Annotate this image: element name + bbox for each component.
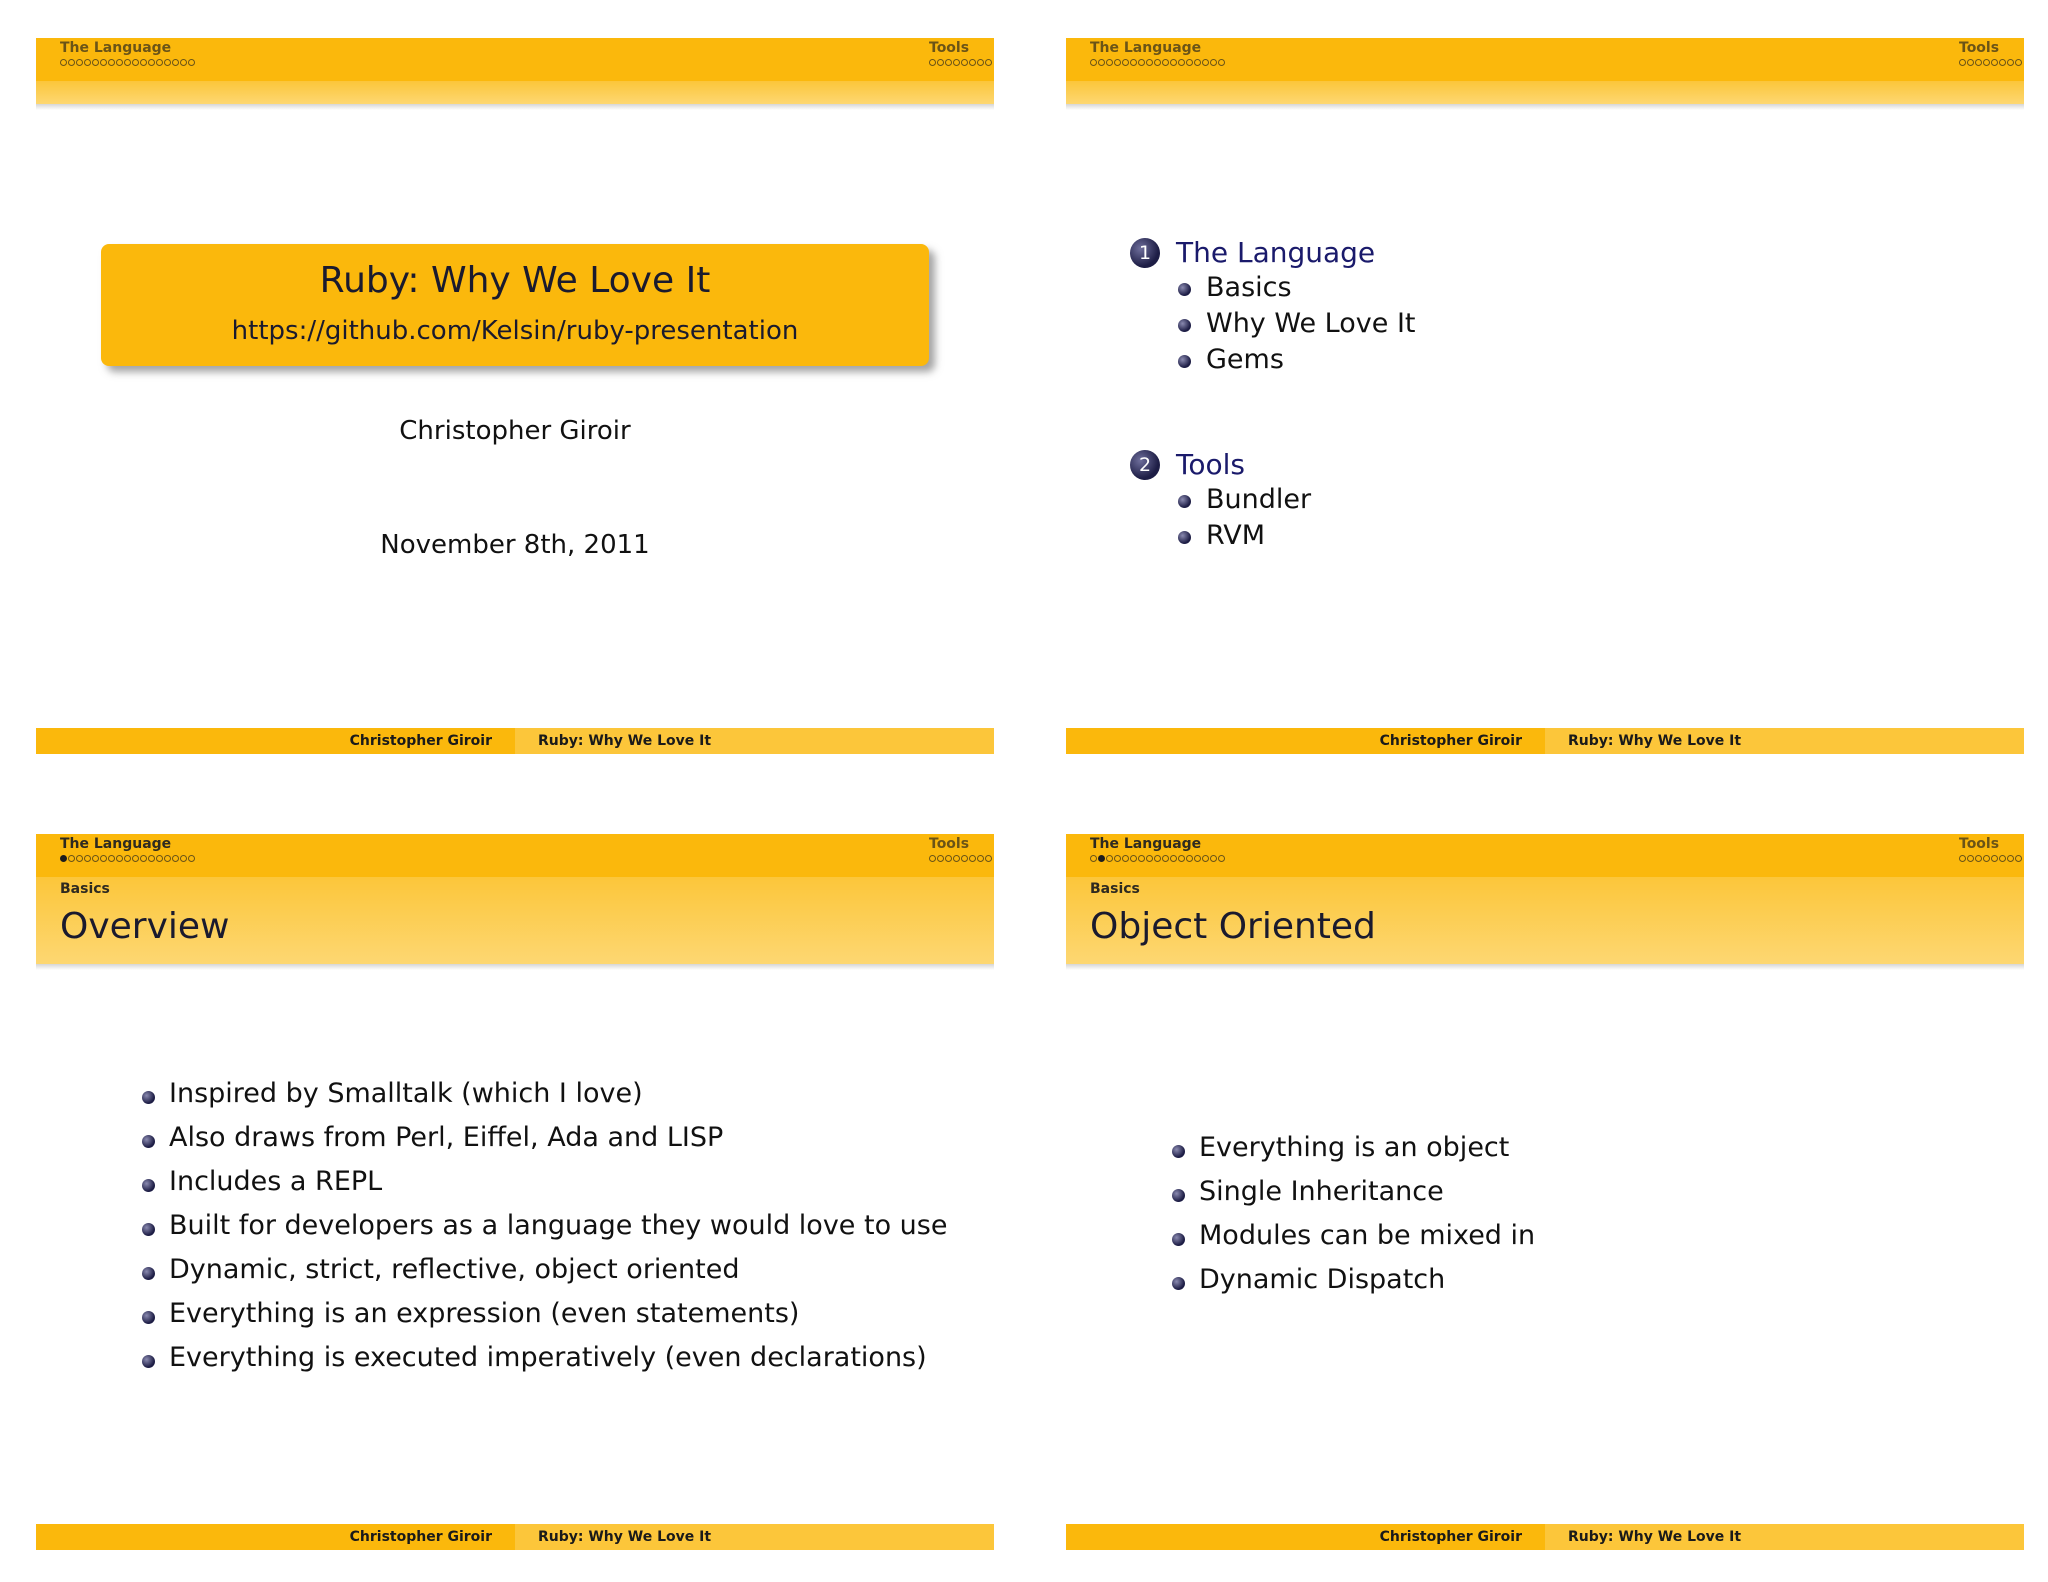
toc-section-language[interactable]: The Language (1176, 236, 1376, 269)
toc-subsection-gems[interactable]: Gems (1206, 344, 1284, 375)
nav-frame-dot[interactable] (1170, 59, 1177, 66)
bullet-icon (142, 1311, 155, 1324)
nav-frame-dot[interactable] (1983, 59, 1990, 66)
nav-frame-dot[interactable] (60, 59, 67, 66)
frame-title: Object Oriented (1090, 906, 1376, 947)
bullet-icon (142, 1223, 155, 1236)
list-item: Dynamic, strict, reflective, object oriented (169, 1254, 740, 1285)
bullet-icon (1178, 319, 1191, 332)
nav-frame-dot[interactable] (1975, 855, 1982, 862)
list-item: Modules can be mixed in (1199, 1220, 1536, 1251)
slide-header (36, 834, 994, 964)
nav-frame-dot[interactable] (124, 855, 131, 862)
nav-frame-dot[interactable] (1178, 59, 1185, 66)
nav-frame-dot[interactable] (148, 855, 155, 862)
nav-frame-dot[interactable] (1138, 855, 1145, 862)
list-item: Everything is an expression (even statements) (169, 1298, 800, 1329)
bullet-icon (1178, 531, 1191, 544)
nav-frame-dot[interactable] (76, 855, 83, 862)
nav-frame-dot[interactable] (140, 59, 147, 66)
nav-frame-dot[interactable] (953, 855, 960, 862)
nav-frame-dot[interactable] (1218, 855, 1225, 862)
nav-frame-dot[interactable] (1218, 59, 1225, 66)
nav-section-tools[interactable]: Tools (1959, 40, 2000, 56)
nav-frame-dot[interactable] (929, 59, 936, 66)
nav-frame-dot[interactable] (1122, 59, 1129, 66)
nav-frame-dot[interactable] (1146, 855, 1153, 862)
nav-frame-dot[interactable] (1210, 855, 1217, 862)
presentation-url: https://github.com/Kelsin/ruby-presentation (231, 316, 799, 346)
nav-dots-tools[interactable] (1959, 855, 2023, 862)
slide-footer (1066, 1524, 2024, 1550)
slide-object-oriented (1066, 834, 2024, 1554)
nav-frame-dot[interactable] (945, 59, 952, 66)
bullet-icon (142, 1355, 155, 1368)
footer-author: Christopher Giroir (1379, 733, 1522, 749)
nav-section-language[interactable]: The Language (60, 40, 172, 56)
nav-frame-dot[interactable] (1114, 59, 1121, 66)
title-box (101, 244, 929, 366)
nav-frame-dot[interactable] (1959, 855, 1966, 862)
list-item: Also draws from Perl, Eiffel, Ada and LISP (169, 1122, 724, 1153)
nav-frame-dot[interactable] (1106, 855, 1113, 862)
nav-frame-dot[interactable] (68, 855, 75, 862)
nav-frame-dot[interactable] (945, 855, 952, 862)
list-item: Inspired by Smalltalk (which I love) (169, 1078, 643, 1109)
subsection-name: Basics (60, 881, 110, 897)
nav-frame-dot[interactable] (84, 855, 91, 862)
nav-frame-dot[interactable] (1090, 855, 1097, 862)
nav-frame-dot[interactable] (1130, 855, 1137, 862)
nav-frame-dot[interactable] (1114, 855, 1121, 862)
frame-title: Overview (60, 906, 230, 947)
nav-frame-dot[interactable] (1999, 855, 2006, 862)
nav-section-tools[interactable]: Tools (929, 836, 970, 852)
nav-frame-dot[interactable] (1999, 59, 2006, 66)
nav-frame-dot[interactable] (188, 855, 195, 862)
nav-frame-dot[interactable] (2015, 855, 2022, 862)
nav-dots-language[interactable] (1090, 855, 1226, 862)
toc-section-number: 2 (1130, 450, 1160, 480)
slide-title (36, 38, 994, 758)
nav-section-language[interactable]: The Language (1090, 40, 1202, 56)
nav-frame-dot[interactable] (2007, 59, 2014, 66)
nav-frame-dot[interactable] (156, 59, 163, 66)
footer-title: Ruby: Why We Love It (538, 733, 712, 749)
toc-section-tools[interactable]: Tools (1176, 448, 1245, 481)
nav-frame-dot[interactable] (84, 59, 91, 66)
nav-dots-tools[interactable] (1959, 59, 2023, 66)
toc-subsection-bundler[interactable]: Bundler (1206, 484, 1312, 515)
presentation-author: Christopher Giroir (399, 416, 631, 446)
bullet-icon (142, 1179, 155, 1192)
nav-frame-dot[interactable] (1959, 59, 1966, 66)
subsection-name: Basics (1090, 881, 1140, 897)
nav-frame-dot[interactable] (1162, 855, 1169, 862)
nav-frame-dot[interactable] (1106, 59, 1113, 66)
slide-header (1066, 38, 2024, 104)
nav-frame-dot[interactable] (985, 855, 992, 862)
nav-frame-dot[interactable] (2007, 855, 2014, 862)
nav-frame-dot[interactable] (961, 59, 968, 66)
list-item: Includes a REPL (169, 1166, 383, 1197)
list-item: Everything is an object (1199, 1132, 1510, 1163)
nav-frame-dot[interactable] (937, 855, 944, 862)
nav-frame-dot[interactable] (1138, 59, 1145, 66)
bullet-icon (1178, 495, 1191, 508)
nav-frame-dot[interactable] (969, 59, 976, 66)
slide-overview (36, 834, 994, 1554)
nav-frame-dot[interactable] (1967, 855, 1974, 862)
nav-dots-language[interactable] (60, 59, 196, 66)
footer-title: Ruby: Why We Love It (1568, 1529, 1742, 1545)
nav-frame-dot[interactable] (100, 59, 107, 66)
nav-frame-dot[interactable] (1130, 59, 1137, 66)
nav-frame-dot[interactable] (961, 855, 968, 862)
nav-section-tools[interactable]: Tools (929, 40, 970, 56)
bullet-icon (1178, 283, 1191, 296)
presentation-title: Ruby: Why We Love It (319, 260, 711, 301)
nav-frame-dot[interactable] (124, 59, 131, 66)
nav-frame-dot[interactable] (140, 855, 147, 862)
nav-section-language[interactable]: The Language (1090, 836, 1202, 852)
footer-author: Christopher Giroir (349, 1529, 492, 1545)
footer-author: Christopher Giroir (349, 733, 492, 749)
list-item: Built for developers as a language they would love to use (169, 1210, 948, 1241)
nav-frame-dot[interactable] (1186, 855, 1193, 862)
nav-frame-dot[interactable] (1178, 855, 1185, 862)
nav-frame-dot[interactable] (68, 59, 75, 66)
nav-dots-language[interactable] (60, 855, 196, 862)
nav-frame-dot[interactable] (953, 59, 960, 66)
nav-frame-dot[interactable] (1090, 59, 1097, 66)
nav-dots-tools[interactable] (929, 59, 993, 66)
nav-frame-dot[interactable] (1991, 855, 1998, 862)
nav-frame-dot[interactable] (108, 59, 115, 66)
nav-frame-dot[interactable] (1210, 59, 1217, 66)
nav-frame-dot[interactable] (100, 855, 107, 862)
slide-outline (1066, 38, 2024, 758)
nav-frame-dot[interactable] (1202, 59, 1209, 66)
nav-dots-tools[interactable] (929, 855, 993, 862)
list-item: Dynamic Dispatch (1199, 1264, 1446, 1295)
toc-subsection-basics[interactable]: Basics (1206, 272, 1292, 303)
nav-frame-dot[interactable] (1122, 855, 1129, 862)
footer-author: Christopher Giroir (1379, 1529, 1522, 1545)
nav-frame-dot[interactable] (929, 855, 936, 862)
nav-frame-dot[interactable] (76, 59, 83, 66)
nav-frame-dot[interactable] (1186, 59, 1193, 66)
slide-header (1066, 834, 2024, 964)
footer-title: Ruby: Why We Love It (538, 1529, 712, 1545)
footer-title: Ruby: Why We Love It (1568, 733, 1742, 749)
nav-frame-dot[interactable] (1098, 855, 1105, 862)
bullet-icon (142, 1135, 155, 1148)
nav-frame-dot[interactable] (1202, 855, 1209, 862)
nav-frame-dot[interactable] (108, 855, 115, 862)
nav-frame-dot[interactable] (172, 855, 179, 862)
nav-frame-dot[interactable] (1170, 855, 1177, 862)
nav-frame-dot[interactable] (937, 59, 944, 66)
nav-frame-dot[interactable] (164, 855, 171, 862)
nav-frame-dot[interactable] (172, 59, 179, 66)
nav-frame-dot[interactable] (1983, 855, 1990, 862)
nav-frame-dot[interactable] (116, 855, 123, 862)
nav-frame-dot[interactable] (977, 855, 984, 862)
nav-frame-dot[interactable] (2015, 59, 2022, 66)
bullet-icon (1178, 355, 1191, 368)
nav-section-language[interactable]: The Language (60, 836, 172, 852)
bullet-icon (142, 1267, 155, 1280)
nav-frame-dot[interactable] (116, 59, 123, 66)
nav-frame-dot[interactable] (1154, 59, 1161, 66)
slide-footer (36, 1524, 994, 1550)
bullet-icon (142, 1091, 155, 1104)
slide-footer (36, 728, 994, 754)
slide-footer (1066, 728, 2024, 754)
bullet-icon (1172, 1277, 1185, 1290)
nav-frame-dot[interactable] (180, 59, 187, 66)
nav-frame-dot[interactable] (1154, 855, 1161, 862)
nav-frame-dot[interactable] (1194, 855, 1201, 862)
toc-subsection-rvm[interactable]: RVM (1206, 520, 1266, 551)
nav-frame-dot[interactable] (132, 855, 139, 862)
nav-frame-dot[interactable] (92, 59, 99, 66)
toc-subsection-why[interactable]: Why We Love It (1206, 308, 1416, 339)
nav-dots-language[interactable] (1090, 59, 1226, 66)
toc-section-number: 1 (1130, 238, 1160, 268)
nav-frame-dot[interactable] (969, 855, 976, 862)
bullet-icon (1172, 1189, 1185, 1202)
nav-frame-dot[interactable] (156, 855, 163, 862)
bullet-icon (1172, 1233, 1185, 1246)
nav-frame-dot[interactable] (1162, 59, 1169, 66)
nav-frame-dot[interactable] (977, 59, 984, 66)
slide-header (36, 38, 994, 104)
nav-frame-dot[interactable] (180, 855, 187, 862)
nav-frame-dot[interactable] (985, 59, 992, 66)
list-item: Single Inheritance (1199, 1176, 1444, 1207)
nav-frame-dot[interactable] (1098, 59, 1105, 66)
bullet-icon (1172, 1145, 1185, 1158)
nav-frame-dot[interactable] (1967, 59, 1974, 66)
nav-frame-dot[interactable] (132, 59, 139, 66)
nav-frame-dot[interactable] (148, 59, 155, 66)
presentation-date: November 8th, 2011 (380, 530, 650, 560)
nav-frame-dot[interactable] (164, 59, 171, 66)
nav-section-tools[interactable]: Tools (1959, 836, 2000, 852)
nav-frame-dot[interactable] (1146, 59, 1153, 66)
nav-frame-dot[interactable] (188, 59, 195, 66)
nav-frame-dot[interactable] (1194, 59, 1201, 66)
list-item: Everything is executed imperatively (even declarations) (169, 1342, 927, 1373)
nav-frame-dot[interactable] (92, 855, 99, 862)
nav-frame-dot[interactable] (60, 855, 67, 862)
nav-frame-dot[interactable] (1975, 59, 1982, 66)
nav-frame-dot[interactable] (1991, 59, 1998, 66)
